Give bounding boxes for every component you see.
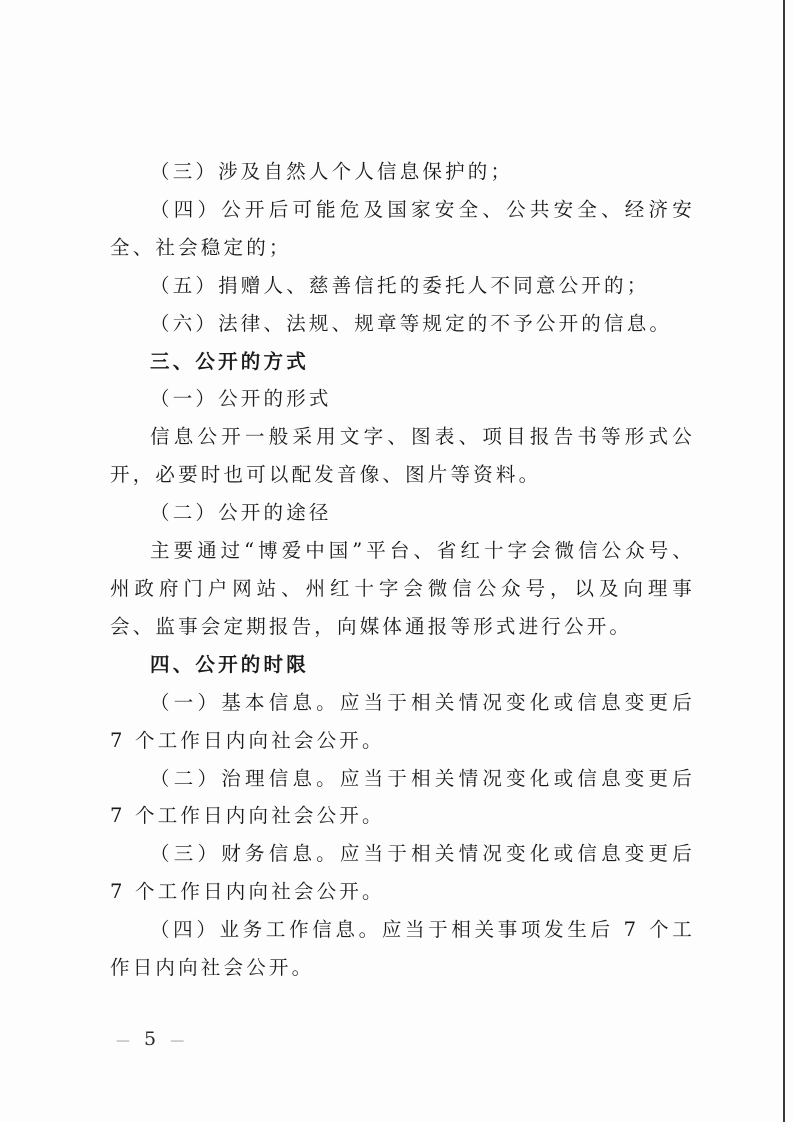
- subheading-disclosure-form: （一）公开的形式: [150, 387, 332, 411]
- paragraph-disclosure-channels: 主要通过“博爱中国”平台、省红十字会微信公众号、州政府门户网站、州红十字会微信公众号，以及向理事会、监事会定期报告，向媒体通报等形式进行公开。: [110, 539, 695, 638]
- paragraph-item-3: （三）涉及自然人个人信息保护的；: [150, 160, 514, 183]
- paragraph-disclosure-form: 信息公开一般采用文字、图表、项目报告书等形式公开，必要时也可以配发音像、图片等资料。: [110, 425, 695, 487]
- paragraph-item-4: （四）公开后可能危及国家安全、公共安全、经济安全、社会稳定的；: [110, 197, 695, 259]
- section-heading-disclosure-deadline: 四、公开的时限: [150, 652, 309, 676]
- page-number-suffix: —: [170, 1033, 189, 1049]
- paragraph-governance-info: （二）治理信息。应当于相关情况变化或信息变更后 7 个工作日内向社会公开。: [110, 766, 695, 828]
- paragraph-item-5: （五）捐赠人、慈善信托的委托人不同意公开的；: [150, 273, 650, 297]
- paragraph-business-info: （四）业务工作信息。应当于相关事项发生后 7 个工作日内向社会公开。: [110, 918, 695, 980]
- paragraph-financial-info: （三）财务信息。应当于相关情况变化或信息变更后 7 个工作日内向社会公开。: [110, 842, 695, 904]
- paragraph-item-6: （六）法律、法规、规章等规定的不予公开的信息。: [150, 311, 673, 335]
- scan-edge-line: [783, 0, 785, 1122]
- page-number-prefix: —: [116, 1033, 134, 1049]
- paragraph-basic-info: （一）基本信息。应当于相关情况变化或信息变更后 7 个工作日内向社会公开。: [110, 690, 695, 752]
- section-heading-disclosure-method: 三、公开的方式: [150, 349, 309, 373]
- page-number-footer: [116, 1028, 188, 1050]
- subheading-disclosure-channels: （二）公开的途径: [150, 501, 332, 525]
- page-number: 5: [144, 1028, 161, 1050]
- document-body: [110, 153, 695, 987]
